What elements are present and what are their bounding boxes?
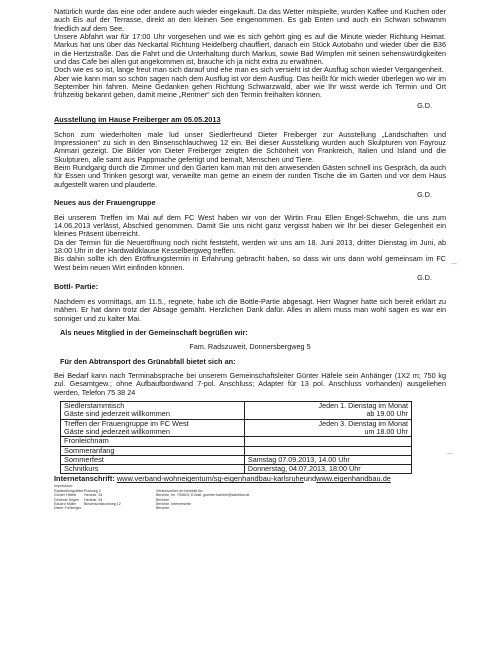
section-neues-mitglied (54, 329, 446, 352)
paragraph: Aber wie kann man so schön sagen nach dem Ausflug ist vor dem Ausflug. Das heißt für mich wieder überlegen wo wir im September hin fahren. Meine Gedanken gehen Richtung Schwarzwald, aber wie Ihr wisst werde ich Termin und Ort frühzeitig bekannt geben, damit meine „Rentner“ sich den Termin freihalten können. (54, 73, 446, 100)
website-link-eigenhandbau[interactable]: www.eigenhandbau.de (316, 474, 391, 484)
table-row (61, 402, 412, 420)
signature: G.D. (417, 189, 432, 199)
document-page (54, 8, 446, 510)
paragraph: Beim Rundgang durch die Zimmer und den Garten kam man mit den anwesenden Gästen schnell ins Gespräch, da auch für Essen und Trinken gesorgt war, verweilte man gerne an einem der runden Tische die im Garten und vor dem Haus aufgestellt waren und plauderte. (54, 162, 446, 189)
table-row (61, 446, 412, 455)
connector-text: und (303, 474, 317, 484)
impressum-addresses: Postweg 3 Hertzstr. 54 Hertzstr. 54 Binsenschlauchweg 12 (84, 489, 121, 506)
paragraph: Schon zum wiederholten male lud unser Siedlerfreund Dieter Freiberger zur Ausstellung „Landschaften und Impressionen“ zu sich in den Binsenschlauchweg 12 ein. Bei dieser Ausstellung wurden auch Skulpturen von Fayrouz Ammari gezeigt. Die Bilder von Dieter Freiberger zeigten die Schönheit von Frankreich, Italien und Island und die Skulpturen, alle samt aus Pappmache gefertigt und bemalt, Menschen und Tiere. (54, 129, 446, 164)
impressum-title: Impressum: (54, 483, 73, 488)
section-heading: Als neues Mitglied in der Gemeinschaft begrüßen wir: (60, 327, 248, 337)
impressum-responsibilities: Verantwortlich im Infoblatt für: Berichte, tel. 753824, E-Mail: guenter.haefele@kabelbw.de Berichte Berichte, Internetseite Berichte (156, 489, 250, 510)
schedule-time (244, 437, 411, 446)
internet-label: Internetanschrift: (54, 474, 115, 484)
schedule-time: Jeden 1. Dienstag im Monat ab 19.00 Uhr (244, 402, 411, 420)
intro-text (54, 8, 446, 110)
section-frauengruppe (54, 199, 446, 282)
signature: G.D. (417, 273, 432, 283)
schedule-event: Schnitkurs (61, 465, 245, 474)
schedule-time (244, 446, 411, 455)
paragraph: Doch wie es so ist, lange freut man sich darauf und ehe man es sich versieht ist der Ausflug schon wieder Vergangenheit. (54, 65, 444, 75)
schedule-event: Sommerfest (61, 455, 245, 464)
paragraph: Da der Termin für die Neueröffnung noch nicht feststeht, werden wir uns am 18. Juni 2013, dritter Dienstag im Juni, ab 18:00 Uhr in der Hardwaldklause Kesselbergweg treffen. (54, 237, 446, 256)
section-heading: Bottl- Partie: (54, 282, 99, 292)
paragraph: Natürlich wurde das eine oder andere auch wieder eingekauft. Da das Wetter mitspielte, wurden Kaffee und Kuchen oder auch Eis auf der Terrasse, direkt an den kleinen See eingenommen. Es gab Enten und auch ein Schwan schwamm friedlich auf dem See. (54, 7, 446, 33)
section-ausstellung (54, 116, 446, 199)
paragraph: Unsere Abfahrt war für 17:00 Uhr vorgesehen und wie es sich gehört ging es auf die Minute wieder Richtung Heimat. Markus hat uns über das Neckartal Richtung Heidelberg chauffiert, danach ein Stück Autobahn und wieder über die B36 in die Hertzstraße. Das die Fahrt und die Unterhaltung durch Markus, sowie Bad Wimpfen mit seinen sehenswürdigkeiten und das Cafe bei allen gut angekommen ist, brauche ich ja nicht extra zu erwähnen. (54, 32, 446, 67)
schedule-time: Samstag 07.09.2013, 14.00 Uhr (244, 455, 411, 464)
schedule-table (60, 401, 412, 474)
schedule-event: Sommeranfang (61, 446, 245, 455)
section-heading: Für den Abtransport des Grünabfall bietet sich an: (60, 356, 236, 366)
scan-mark: ⌒ (450, 263, 458, 272)
website-link-verband[interactable]: www.verband-wohneigentum/sg-eigenhandbau-karlsruhe (116, 474, 304, 484)
paragraph: Bis dahin sollte ich den Eröffnungstermin in Erfahrung gebracht haben, so dass wir uns dann wohl gemeinsam im FC West beim neuen Wirt einfinden können. (54, 254, 446, 272)
table-row (61, 437, 412, 446)
impressum-names: Radsiedlungsleiter: Günter Häfele Gerlinde Degen Eduard Müller Dieter Freiberger (54, 489, 85, 510)
schedule-event: Treffen der Frauengruppe im FC West Gäste sind jederzeit willkommen (61, 419, 245, 437)
impressum-block (54, 489, 446, 510)
new-member: Fam. Radszuweit, Donnersbergweg 5 (189, 342, 311, 352)
paragraph: Bei Bedarf kann nach Terminabsprache bei unserem Gemeinschaftsleiter Günter Häfele sein Anhänger (1X2 m; 750 kg zul. Gesamtgew.; ohne Aufbaufbordwand 7-pol. Anschluss; Adapter für 13 pol. Anschluss vorhanden) ausgeliehen werden, Telefon 75 38 24 (54, 371, 446, 397)
paragraph: Nachdem es vormittags, am 11.5., regnete, habe ich die Bottle-Partie abgesagt. Herr Wagner hatte sich bereit erklärt zu mähen. Er hat dann trotz der Absage gemäht. Herzlichen Dank dafür. Alles in allem muss man wohl sagen es war ein sonniger und zu kalter Mai. (54, 296, 446, 323)
section-gruenabfall (54, 358, 446, 397)
paragraph: Bei unserem Treffen im Mai auf dem FC West haben wir von der Wirtin Frau Ellen Engel-Schwehm, die uns zum 14.06.2013 verlässt, Abschied genommen. Damit Sie uns nicht ganz vergisst haben wir Ihr bei dieser Gelegenheit ein kleines Präsent überreicht. (54, 212, 446, 239)
table-row (61, 419, 412, 437)
schedule-time: Donnerstag, 04.07.2013, 18:00 Uhr (244, 465, 411, 474)
schedule-time: Jeden 3. Dienstag im Monat um 18.00 Uhr (244, 419, 411, 437)
schedule-event: Siedlerstammtisch Gäste sind jederzeit willkommen (61, 402, 245, 420)
internet-address (54, 475, 446, 484)
section-bottl-partie (54, 283, 446, 322)
section-heading: Ausstellung im Hause Freiberger am 05.05.2013 (54, 115, 221, 125)
section-heading: Neues aus der Frauengruppe (54, 198, 156, 208)
table-row (61, 465, 412, 474)
signature: G.D. (417, 100, 432, 110)
scan-mark: ⌒ (446, 453, 454, 462)
schedule-event: Fronleichnam (61, 437, 245, 446)
